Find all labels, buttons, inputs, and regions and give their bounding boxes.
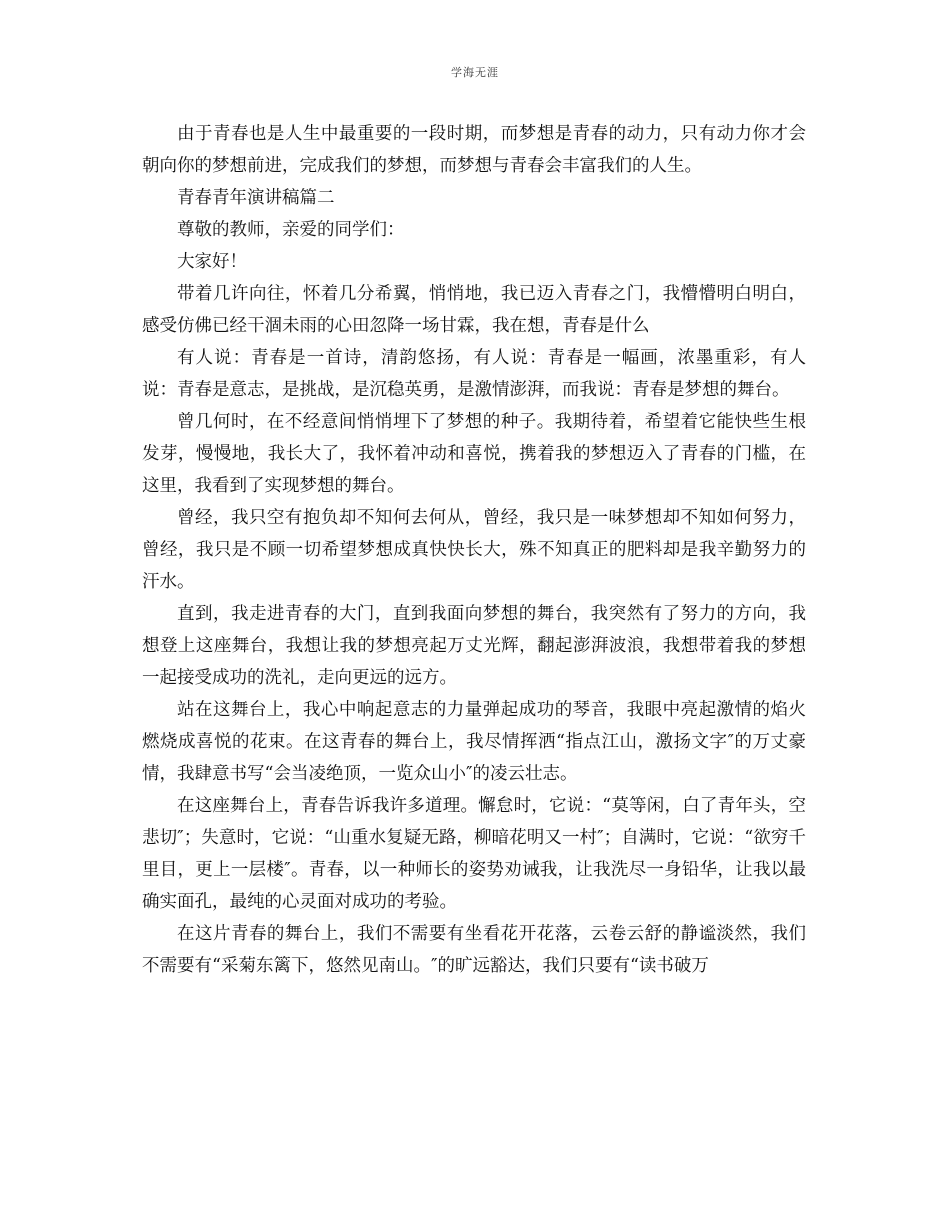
greeting: 大家好！ bbox=[177, 252, 247, 272]
document-body bbox=[142, 118, 806, 982]
paragraph: 由于青春也是人生中最重要的一段时期，而梦想是青春的动力，只有动力你才会朝向你的梦想前进，完成我们的梦想，而梦想与青春会丰富我们的人生。 bbox=[142, 124, 806, 176]
paragraph: 在这片青春的舞台上，我们不需要有坐看花开花落，云卷云舒的静谧淡然，我们不需要有“采菊东篱下，悠然见南山。″的旷远豁达，我们只要有“读书破万 bbox=[142, 924, 806, 976]
paragraph: 曾几何时，在不经意间悄悄埋下了梦想的种子。我期待着，希望着它能快些生根发芽，慢慢地，我长大了，我怀着冲动和喜悦，携着我的梦想迈入了青春的门槛，在这里，我看到了实现梦想的舞台。 bbox=[142, 412, 806, 496]
paragraph: 直到，我走进青春的大门，直到我面向梦想的舞台，我突然有了努力的方向，我想登上这座舞台，我想让我的梦想亮起万丈光辉，翻起澎湃波浪，我想带着我的梦想一起接受成功的洗礼，走向更远的远方。 bbox=[142, 604, 806, 688]
salutation: 尊敬的教师，亲爱的同学们： bbox=[177, 220, 405, 240]
paragraph: 有人说：青春是一首诗，清韵悠扬，有人说：青春是一幅画，浓墨重彩，有人说：青春是意志，是挑战，是沉稳英勇，是激情澎湃，而我说：青春是梦想的舞台。 bbox=[142, 348, 806, 400]
paragraph: 站在这舞台上，我心中响起意志的力量弹起成功的琴音，我眼中亮起激情的焰火燃烧成喜悦的花束。在这青春的舞台上，我尽情挥洒“指点江山，激扬文字″的万丈豪情，我肆意书写“会当凌绝顶，一览众山小″的凌云壮志。 bbox=[142, 700, 806, 784]
paragraph: 曾经，我只空有抱负却不知何去何从，曾经，我只是一味梦想却不知如何努力，曾经，我只是不顾一切希望梦想成真快快长大，殊不知真正的肥料却是我辛勤努力的汗水。 bbox=[142, 508, 806, 592]
paragraph: 在这座舞台上，青春告诉我许多道理。懈怠时，它说：“莫等闲，白了青年头，空悲切″；失意时，它说：“山重水复疑无路，柳暗花明又一村″；自满时，它说：“欲穷千里目，更上一层楼″。青春，以一种师长的姿势劝诫我，让我洗尽一身铅华，让我以最确实面孔，最纯的心灵面对成功的考验。 bbox=[142, 796, 806, 912]
page-header: 学海无涯 bbox=[451, 66, 499, 79]
section-heading: 青春青年演讲稿篇二 bbox=[177, 188, 335, 208]
paragraph: 带着几许向往，怀着几分希翼，悄悄地，我已迈入青春之门，我懵懵明白明白，感受仿佛已经干涸未雨的心田忽降一场甘霖，我在想，青春是什么 bbox=[142, 284, 806, 336]
